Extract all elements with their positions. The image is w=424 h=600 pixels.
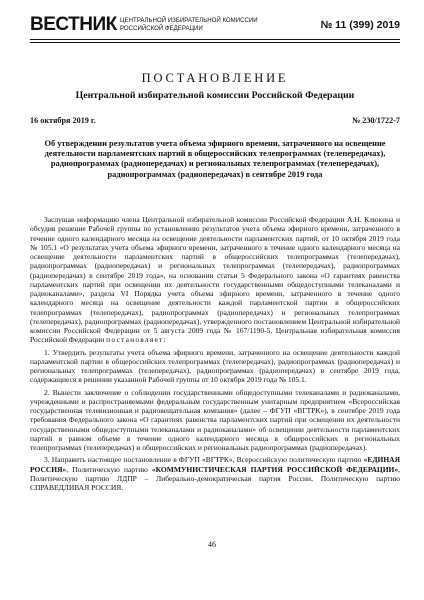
document-title: Об утверждении результатов учета объема эфирного времени, затраченного на освещение деятельности парламентских партий в общероссийских телепрограммах (телепередачах), радиопрограммах (радиопередачах) и региональных телепрограммах (телепередачах), радиопрограммах (радиопередачах) в сентябре 2019 года — [44, 139, 386, 179]
document-number: № 230/1722-7 — [351, 116, 400, 125]
publisher-name — [120, 17, 280, 32]
document-type: ПОСТАНОВЛЕНИЕ — [141, 71, 289, 85]
decision-verb: постановляет: — [106, 335, 167, 345]
page-number: 46 — [208, 540, 216, 549]
issuing-organization: Центральной избирательной комиссии Российской Федерации — [75, 90, 355, 101]
journal-logo: ВЕСТНИК — [30, 14, 117, 35]
masthead-rule-thin — [30, 42, 400, 43]
masthead — [30, 14, 400, 36]
publisher-line-2: РОССИЙСКОЙ ФЕДЕРАЦИИ — [120, 24, 203, 32]
paragraph-1: 1. Утвердить результаты учета объема эфирного времени, затраченного на освещение деятельности каждой парламентской партии в общероссийских телепрограммах (телепередачах), радиопрограммах (радиопередачах) и региональных телепрограммах (телепередачах), радиопрограммах (радиопередачах) в сентябре 2019 года, содержащиеся в решении указанной Рабочей группы от 10 октября 2019 года № 105.1. — [30, 347, 400, 385]
document-date: 16 октября 2019 г. — [30, 116, 96, 125]
preamble-text: Заслушав информацию члена Центральной избирательной комиссии Российской Федерации А.Н. Клюкина и обсудив решение Рабочей группы по установлению результатов учета объема эфирного времени, затраченного в течение одного календарного месяца на освещение деятельности парламентских партий, от 10 октября 2019 года № 105.1 «О результатах учета объема эфирного времени, затраченного в течение одного календарного месяца на освещение деятельности парламентских партий в общероссийских телепрограммах (телепередачах), радиопрограммах (радиопередачах) и региональных телепрограммах (телепередачах), радиопрограммах (радиопередачах) в сентябре 2019 года», на основании статьи 5 Федерального закона «О гарантиях равенства парламентских партий при освещении их деятельности государственными общедоступными телеканалами и радиоканалами», раздела VI Порядка учета объема эфирного времени, затраченного в течение одного календарного месяца на освещение деятельности каждой парламентской партии в общероссийских телепрограммах (телепередачах), радиопрограммах (радиопередачах) и региональных телепрограммах (телепередачах), радиопрограммах (радиопередачах), утвержденного постановлением Центральной избирательной комиссии Российской Федерации от 5 августа 2009 года № 167/1190-5, Центральная избирательная комиссия Российской Федерации — [30, 215, 400, 345]
party-name-2: «КОММУНИСТИЧЕСКАЯ ПАРТИЯ РОССИЙСКОЙ ФЕДЕРАЦИИ» — [151, 464, 399, 474]
paragraph-2: 2. Вынести заключение о соблюдении государственными общедоступными телеканалами и радиоканалами, учрежденными и распространяемыми федеральным государственным унитарным предприятием «Всероссийская государственная телевизионная и радиовещательная компания» (далее – ФГУП «ВГТРК»), в сентябре 2019 года требования Федерального закона «О гарантиях равенства парламентских партий при освещении их деятельности государственными общедоступными телеканалами и радиоканалами» об освещении деятельности парламентских партий в равном объеме в течение одного календарного месяца в общероссийских и региональных телепрограммах (телепередачах) и общероссийских и региональных радиопрограммах (радиопередачах). — [30, 387, 400, 452]
document-body — [30, 215, 400, 495]
paragraph-preamble — [30, 215, 400, 345]
party-name-1: «ЕДИНАЯ РОССИЯ» — [30, 455, 400, 474]
paragraph-3-text-a: 3. Направить настоящее постановление в ФГУП «ВГТРК», Всероссийскую политическую партию — [44, 455, 364, 465]
paragraph-3-text-c: , Политическую партию ЛДПР – Либерально-демократическая партия России, Политическую партию СПРАВЕДЛИВАЯ РОССИЯ. — [30, 464, 401, 492]
paragraph-3-text-b: , Политическую партию — [66, 464, 152, 474]
masthead-rule-thick — [30, 39, 400, 40]
issue-number: № 11 (399) 2019 — [320, 19, 400, 31]
publisher-line-1: ЦЕНТРАЛЬНОЙ ИЗБИРАТЕЛЬНОЙ КОМИССИИ — [120, 17, 258, 24]
paragraph-3 — [30, 455, 400, 492]
